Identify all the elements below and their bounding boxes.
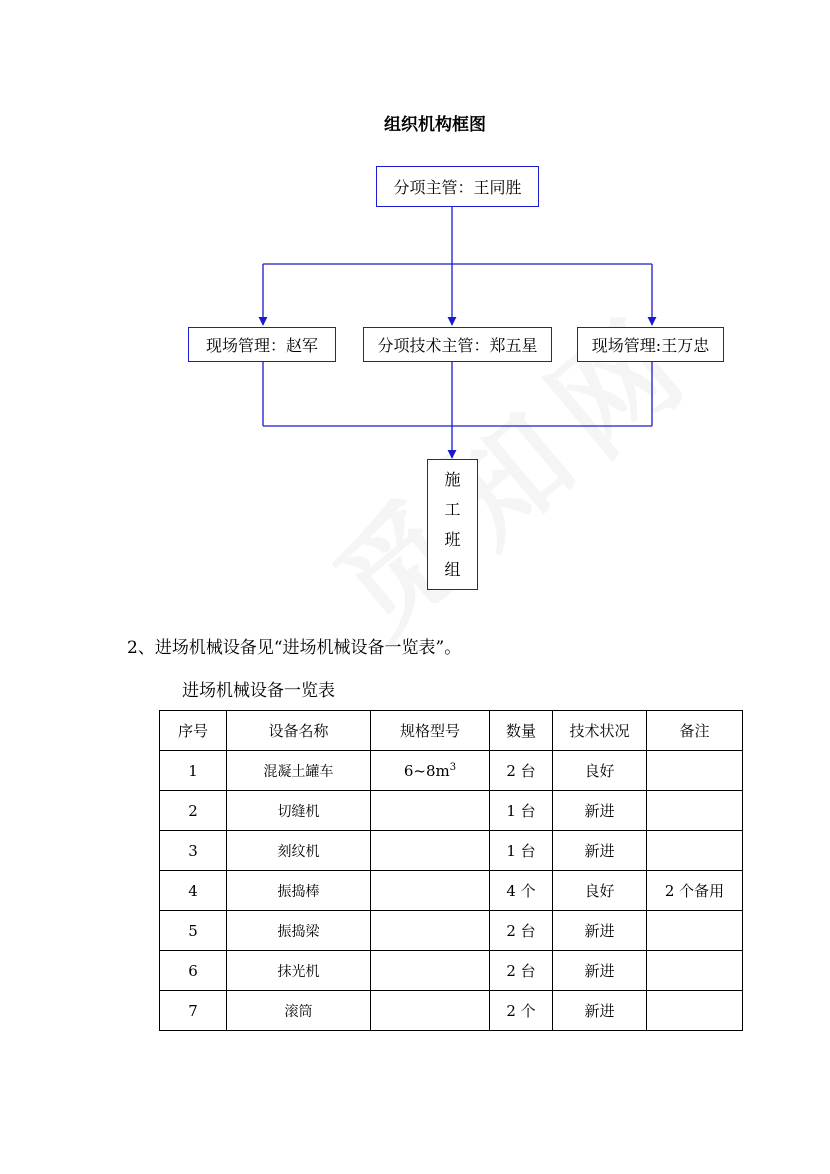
cell-status: 新进 [553, 911, 647, 951]
cell-note [647, 751, 743, 791]
section-text: 2、进场机械设备见“进场机械设备一览表”。 [127, 638, 462, 658]
cell-spec [371, 991, 490, 1031]
org-box-middle-right-label: 现场管理:王万忠 [591, 336, 710, 355]
cell-status: 良好 [553, 871, 647, 911]
cell-no: 6 [160, 951, 227, 991]
table-row [160, 951, 743, 991]
table-row [160, 991, 743, 1031]
cell-spec [371, 871, 490, 911]
header-cell: 序号 [160, 711, 227, 751]
cell-status: 新进 [553, 831, 647, 871]
header-cell: 数量 [490, 711, 553, 751]
cell-name: 滚筒 [227, 991, 371, 1031]
cell-status: 良好 [553, 751, 647, 791]
cell-note [647, 911, 743, 951]
cell-no: 5 [160, 911, 227, 951]
table-row [160, 831, 743, 871]
org-box-middle-center-label: 分项技术主管：郑五星 [377, 336, 538, 355]
cell-no: 4 [160, 871, 227, 911]
org-box-middle-left [188, 327, 336, 362]
org-box-bottom [427, 459, 478, 590]
cell-qty: 2 个 [490, 991, 553, 1031]
cell-status: 新进 [553, 991, 647, 1031]
cell-qty: 1 台 [490, 831, 553, 871]
org-box-top [376, 166, 539, 207]
cell-qty: 2 台 [490, 951, 553, 991]
org-box-bottom-char: 施 [444, 469, 461, 489]
cell-note [647, 991, 743, 1031]
org-box-bottom-char: 工 [444, 499, 461, 519]
org-chart-title: 组织机构框图 [384, 115, 486, 135]
cell-spec [371, 911, 490, 951]
table-caption: 进场机械设备一览表 [182, 681, 335, 701]
cell-note [647, 831, 743, 871]
header-cell: 规格型号 [371, 711, 490, 751]
table-row [160, 911, 743, 951]
cell-name: 刻纹机 [227, 831, 371, 871]
cell-no: 2 [160, 791, 227, 831]
table-header-row [160, 711, 743, 751]
header-cell: 设备名称 [227, 711, 371, 751]
cell-note [647, 791, 743, 831]
cell-qty: 1 台 [490, 791, 553, 831]
cell-spec [371, 831, 490, 871]
equipment-table [159, 710, 743, 1031]
cell-note: 2 个备用 [647, 871, 743, 911]
cell-qty: 2 台 [490, 751, 553, 791]
header-cell: 备注 [647, 711, 743, 751]
cell-name: 切缝机 [227, 791, 371, 831]
org-box-bottom-char: 班 [444, 529, 461, 549]
org-box-top-label: 分项主管：王同胜 [393, 178, 522, 197]
cell-qty: 4 个 [490, 871, 553, 911]
table-row [160, 751, 743, 791]
cell-no: 3 [160, 831, 227, 871]
cell-name: 抹光机 [227, 951, 371, 991]
org-box-middle-left-label: 现场管理：赵军 [205, 336, 318, 355]
cell-spec [371, 951, 490, 991]
cell-status: 新进 [553, 951, 647, 991]
org-box-bottom-char: 组 [444, 559, 461, 579]
cell-note [647, 951, 743, 991]
cell-name: 振捣梁 [227, 911, 371, 951]
cell-qty: 2 台 [490, 911, 553, 951]
header-cell: 技术状况 [553, 711, 647, 751]
cell-spec [371, 791, 490, 831]
cell-status: 新进 [553, 791, 647, 831]
cell-no: 1 [160, 751, 227, 791]
org-box-middle-center [363, 327, 552, 362]
cell-spec: $6\sim 8m^3$ [371, 751, 490, 791]
table-row [160, 791, 743, 831]
cell-name: 混凝土罐车 [227, 751, 371, 791]
org-box-middle-right [577, 327, 724, 362]
table-row [160, 871, 743, 911]
cell-no: 7 [160, 991, 227, 1031]
cell-name: 振捣棒 [227, 871, 371, 911]
